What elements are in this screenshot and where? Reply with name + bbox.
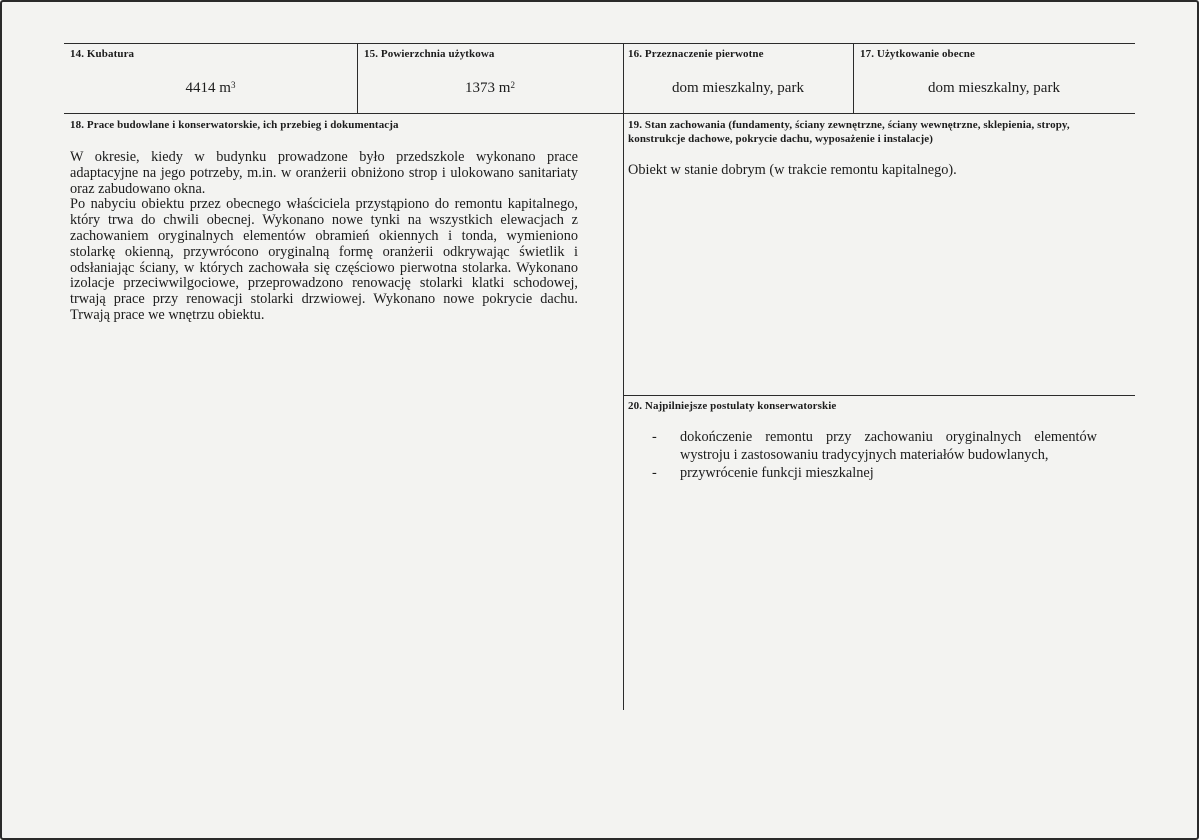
prace-text xyxy=(70,150,578,324)
postulaty-list xyxy=(652,428,1097,482)
postulaty-item xyxy=(652,428,1097,464)
kubatura-label: 14. Kubatura xyxy=(70,48,135,60)
uzytkowanie-value: dom mieszkalny, park xyxy=(928,80,1060,96)
przeznaczenie-value: dom mieszkalny, park xyxy=(672,80,804,96)
row-divider-2 xyxy=(623,395,1135,396)
stan-value: Obiekt w stanie dobrym (w trakcie remontu kapitalnego). xyxy=(628,162,957,178)
prace-paragraph-1: W okresie, kiedy w budynku prowadzone było przedszkole wykonano prace adaptacyjne na jego potrzeby, m.in. w oranżerii obniżono strop i ulokowano sanitariaty oraz zabudowano okna. xyxy=(70,149,578,197)
powierzchnia-label: 15. Powierzchnia użytkowa xyxy=(364,48,495,60)
row-divider-1 xyxy=(64,113,1135,114)
col-divider-center xyxy=(623,43,624,710)
table-top-rule xyxy=(64,43,1135,44)
postulaty-bullet: - xyxy=(652,465,657,481)
postulaty-label: 20. Najpilniejsze postulaty konserwatorskie xyxy=(628,400,837,412)
uzytkowanie-label: 17. Użytkowanie obecne xyxy=(860,48,975,60)
postulaty-item-text: dokończenie remontu przy zachowaniu oryginalnych elementów wystroju i zastosowaniu tradycyjnych materiałów budowlanych, xyxy=(680,429,1097,463)
postulaty-item xyxy=(652,464,1097,482)
postulaty-item-text: przywrócenie funkcji mieszkalnej xyxy=(680,465,874,481)
powierzchnia-value xyxy=(357,79,623,97)
stan-label: 19. Stan zachowania (fundamenty, ściany zewnętrzne, ściany wewnętrzne, sklepienia, stropy, konstrukcje dachowe, pokrycie dachu, wyposażenie i instalacje) xyxy=(628,119,1070,145)
prace-paragraph-2: Po nabyciu obiektu przez obecnego właściciela przystąpiono do remontu kapitalnego, który trwa do chwili obecnej. Wykonano nowe tynki na wszystkich elewacjach z zachowaniem oryginalnych elementów obramień okiennych i tonda, wymieniono stolarkę okienną, przywrócono oryginalną formę oranżerii odkrywając świetlik i odsłaniając ściany, w których zachowała się częściowo pierwotna stolarka. Wykonano izolacje przeciwwilgociowe, przeprowadzono renowację stolarki klatki schodowej, trwają prace przy renowacji stolarki drzwiowej. Wykonano nowe pokrycie dachu. Trwają prace we wnętrzu obiektu. xyxy=(70,196,578,323)
prace-label: 18. Prace budowlane i konserwatorskie, ich przebieg i dokumentacja xyxy=(70,119,399,131)
kubatura-value xyxy=(64,79,357,97)
powierzchnia-unit-exponent: 2 xyxy=(510,80,515,90)
kubatura-number: 4414 m xyxy=(185,80,231,96)
przeznaczenie-label: 16. Przeznaczenie pierwotne xyxy=(628,48,764,60)
kubatura-unit-exponent: 3 xyxy=(230,80,236,90)
powierzchnia-number: 1373 m xyxy=(465,80,511,96)
postulaty-bullet: - xyxy=(652,429,657,445)
